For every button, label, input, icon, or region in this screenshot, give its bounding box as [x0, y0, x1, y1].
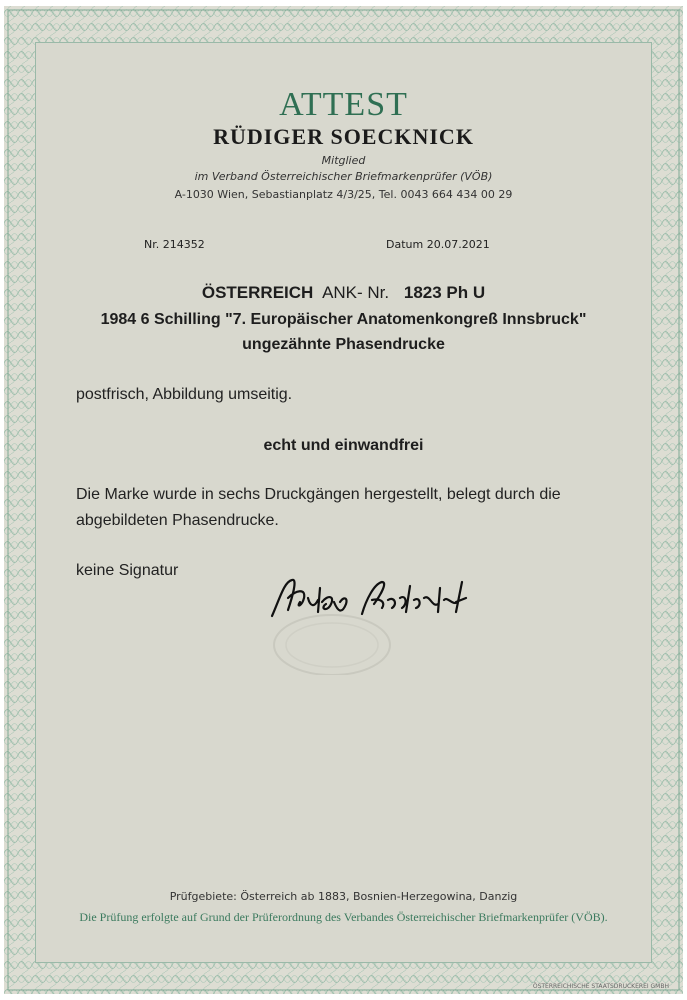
- certificate-number: Nr. 214352: [144, 238, 205, 251]
- item-catalog-number: 1823 Ph U: [403, 283, 486, 302]
- item-description: 1984 6 Schilling "7. Europäischer Anatomenkongreß Innsbruck": [100, 311, 587, 328]
- remark-line-1: Die Marke wurde in sechs Druckgängen hergestellt, belegt durch die: [76, 486, 561, 503]
- handwritten-signature: [262, 568, 482, 628]
- examiner-name: RÜDIGER SOECKNICK: [213, 124, 474, 149]
- condition-text: postfrisch, Abbildung umseitig.: [76, 386, 293, 403]
- certificate-date: Datum 20.07.2021: [386, 238, 490, 251]
- item-subtitle: ungezähnte Phasendrucke: [242, 336, 445, 353]
- remark-line-2: abgebildeten Phasendrucke.: [76, 512, 279, 529]
- item-catalog-line: [0, 283, 687, 303]
- item-country: ÖSTERREICH: [201, 283, 314, 302]
- examination-areas: Prüfgebiete: Österreich ab 1883, Bosnien-Herzegowina, Danzig: [169, 890, 518, 903]
- membership-line-2: im Verband Österreichischer Briefmarkenprüfer (VÖB): [194, 170, 493, 183]
- attest-title: ATTEST: [279, 86, 408, 123]
- printer-imprint: ÖSTERREICHISCHE STAATSDRUCKEREI GMBH: [532, 983, 669, 990]
- membership-line-1: Mitglied: [321, 154, 366, 167]
- item-catalog-prefix: ANK- Nr.: [322, 283, 390, 302]
- regulation-note: Die Prüfung erfolgte auf Grund der Prüferordnung des Verbandes Österreichischer Briefmarkenprüfer (VÖB).: [79, 910, 608, 924]
- examiner-address: A-1030 Wien, Sebastianplatz 4/3/25, Tel. 0043 664 434 00 29: [174, 188, 513, 201]
- signature-note: keine Signatur: [76, 562, 179, 579]
- verdict-text: echt und einwandfrei: [263, 437, 424, 454]
